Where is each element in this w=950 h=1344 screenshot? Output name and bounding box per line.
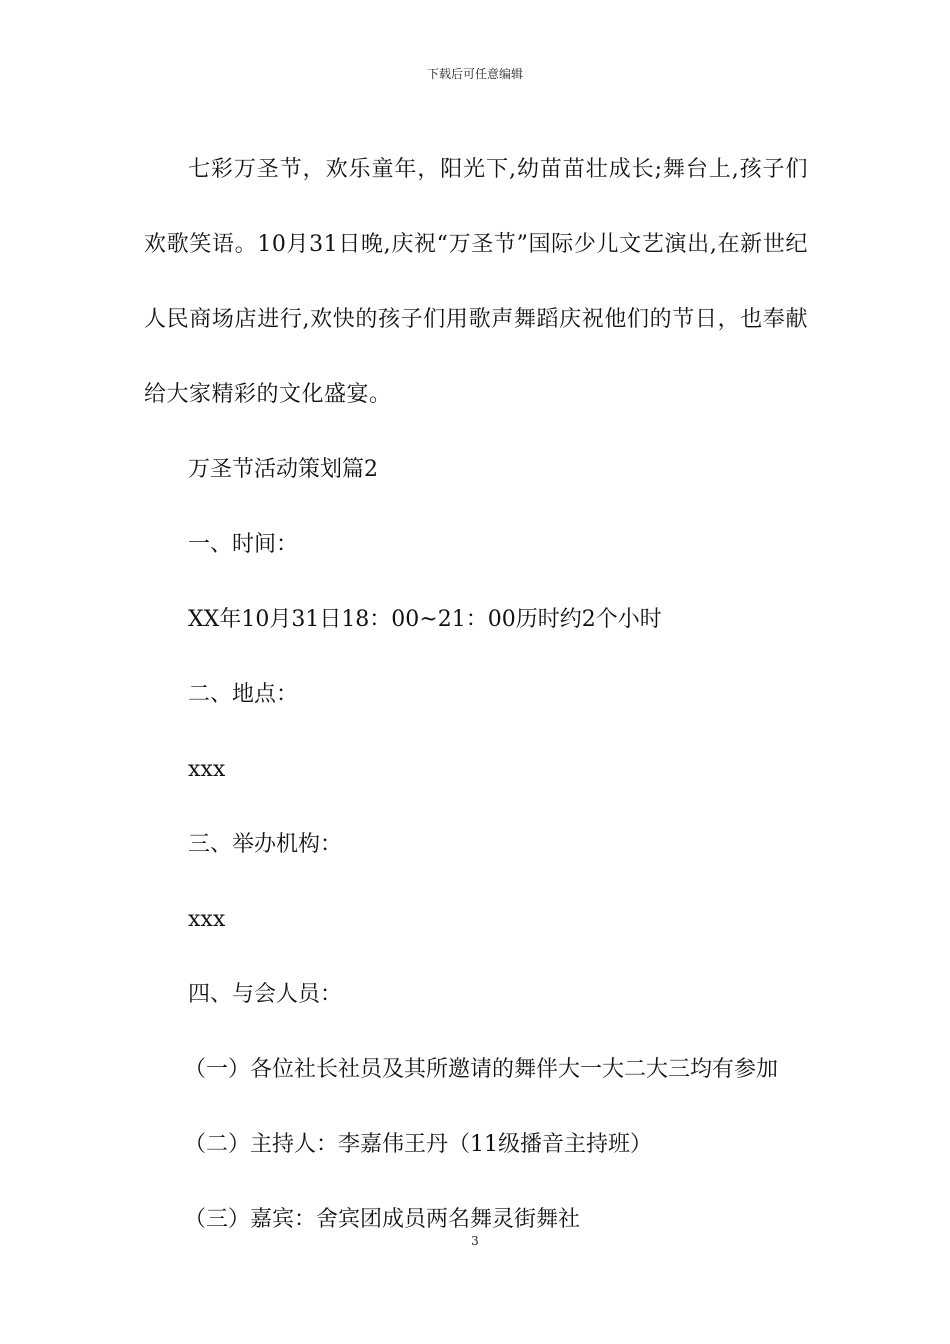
page-header: 下载后可任意编辑 [426, 67, 523, 81]
organizer-value: xxx [188, 907, 226, 932]
attendee-item-3: （三）嘉宾：舍宾团成员两名舞灵街舞社 [184, 1207, 581, 1232]
document-body [144, 132, 808, 1257]
location-value: xxx [188, 757, 226, 782]
section-title: 万圣节活动策划篇2 [188, 457, 378, 482]
attendee-item-1: （一）各位社长社员及其所邀请的舞伴大一大二大三均有参加 [184, 1057, 779, 1082]
attendee-item-2: （二）主持人：李嘉伟王丹（11级播音主持班） [184, 1132, 652, 1157]
heading-organizer: 三、举办机构： [188, 832, 343, 857]
heading-time: 一、时间： [188, 532, 299, 557]
intro-paragraph: 七彩万圣节，欢乐童年，阳光下,幼苗苗壮成长;舞台上,孩子们欢歌笑语。10月31日晚,庆祝“万圣节”国际少儿文艺演出,在新世纪人民商场店进行,欢快的孩子们用歌声舞蹈庆祝他们的节日，也奉献给大家精彩的文化盛宴。 [144, 157, 808, 407]
heading-location: 二、地点： [188, 682, 299, 707]
page-number: 3 [471, 1234, 479, 1248]
time-value: XX年10月31日18：00~21：00历时约2个小时 [188, 607, 662, 632]
heading-attendees: 四、与会人员： [188, 982, 343, 1007]
